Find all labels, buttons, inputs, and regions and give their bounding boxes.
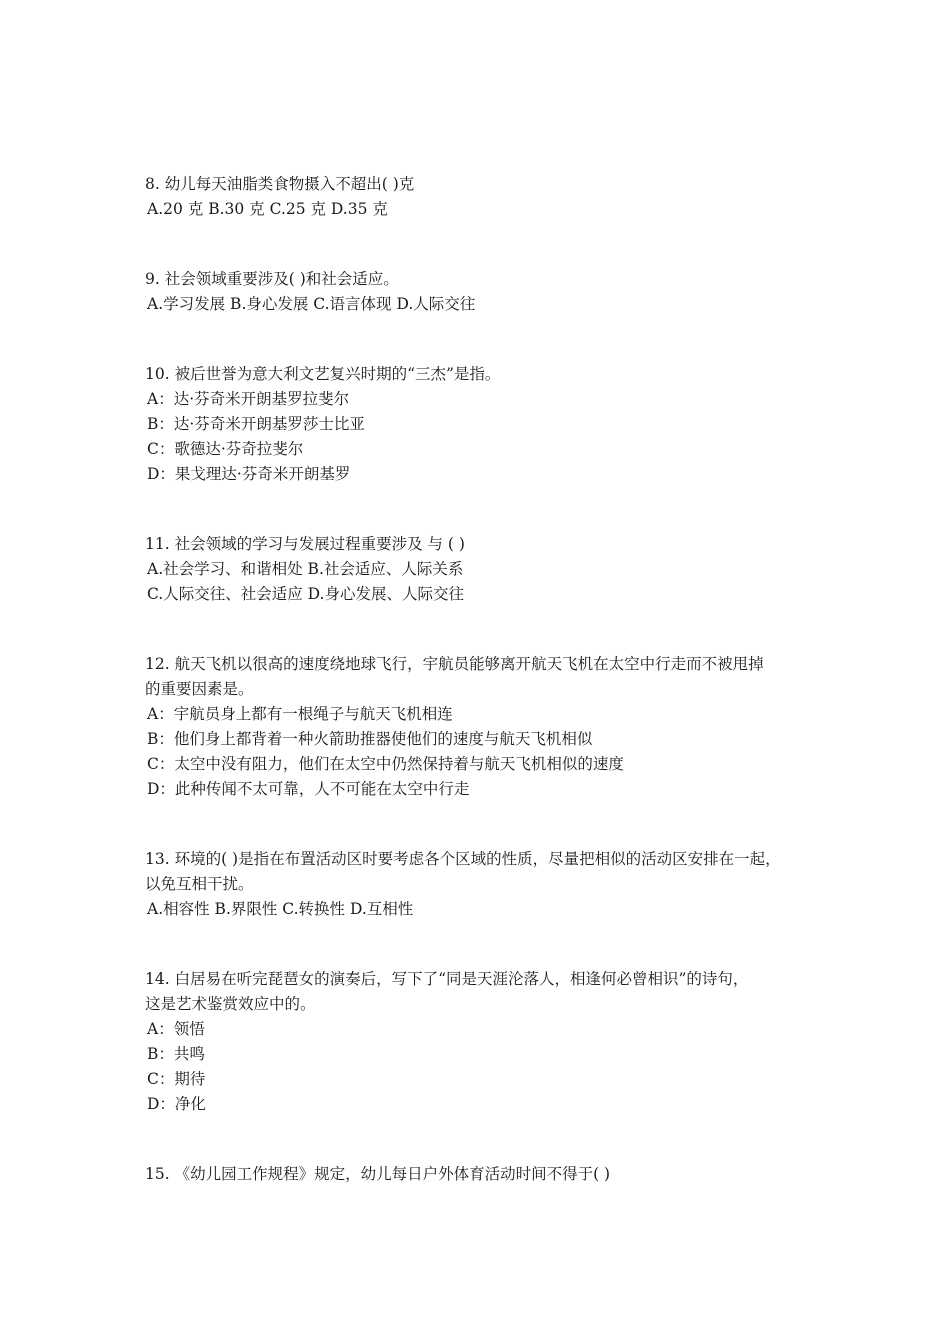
- question-8: [145, 172, 825, 222]
- question-stem-continued: 这是艺术鉴赏效应中的。: [145, 995, 316, 1013]
- option-a: A：达·芬奇米开朗基罗拉斐尔: [147, 390, 350, 408]
- question-stem: 14. 白居易在听完琵琶女的演奏后，写下了“同是天涯沦落人，相逢何必曾相识”的诗句，: [145, 970, 749, 988]
- question-list: [145, 172, 825, 1232]
- question-13: [145, 847, 825, 922]
- question-options: A.相容性 B.界限性 C.转换性 D.互相性: [147, 900, 414, 918]
- question-stem: 13. 环境的( )是指在布置活动区时要考虑各个区域的性质，尽量把相似的活动区安排在一起，: [145, 850, 781, 868]
- option-c: C：太空中没有阻力，他们在太空中仍然保持着与航天飞机相似的速度: [147, 755, 624, 773]
- question-14: [145, 967, 825, 1117]
- question-options: C.人际交往、社会适应 D.身心发展、人际交往: [147, 585, 464, 603]
- option-b: B：达·芬奇米开朗基罗莎士比亚: [147, 415, 365, 433]
- question-stem: 15. 《幼儿园工作规程》规定，幼儿每日户外体育活动时间不得于( ): [145, 1165, 611, 1183]
- question-stem: 11. 社会领域的学习与发展过程重要涉及 与 ( ): [145, 535, 465, 553]
- question-options: A.学习发展 B.身心发展 C.语言体现 D.人际交往: [147, 295, 476, 313]
- question-stem-continued: 的重要因素是。: [145, 680, 254, 698]
- question-11: [145, 532, 825, 607]
- question-stem: 12. 航天飞机以很高的速度绕地球飞行，宇航员能够离开航天飞机在太空中行走而不被甩掉: [145, 655, 764, 673]
- question-stem: 10. 被后世誉为意大利文艺复兴时期的“三杰”是指。: [145, 365, 501, 383]
- option-c: C：期待: [147, 1070, 206, 1088]
- option-d: D：果戈理达·芬奇米开朗基罗: [147, 465, 351, 483]
- question-stem: 8. 幼儿每天油脂类食物摄入不超出( )克: [145, 175, 415, 193]
- question-9: [145, 267, 825, 317]
- option-a: A：宇航员身上都有一根绳子与航天飞机相连: [147, 705, 453, 723]
- question-options: A.社会学习、和谐相处 B.社会适应、人际关系: [147, 560, 464, 578]
- option-a: A：领悟: [147, 1020, 205, 1038]
- question-15: [145, 1162, 825, 1187]
- option-b: B：他们身上都背着一种火箭助推器使他们的速度与航天飞机相似: [147, 730, 593, 748]
- question-options: A.20 克 B.30 克 C.25 克 D.35 克: [147, 200, 388, 218]
- option-b: B：共鸣: [147, 1045, 205, 1063]
- question-12: [145, 652, 825, 802]
- question-10: [145, 362, 825, 487]
- option-d: D：净化: [147, 1095, 206, 1113]
- option-c: C：歌德达·芬奇拉斐尔: [147, 440, 304, 458]
- question-stem: 9. 社会领域重要涉及( )和社会适应。: [145, 270, 399, 288]
- option-d: D：此种传闻不太可靠，人不可能在太空中行走: [147, 780, 470, 798]
- question-stem-continued: 以免互相干扰。: [145, 875, 254, 893]
